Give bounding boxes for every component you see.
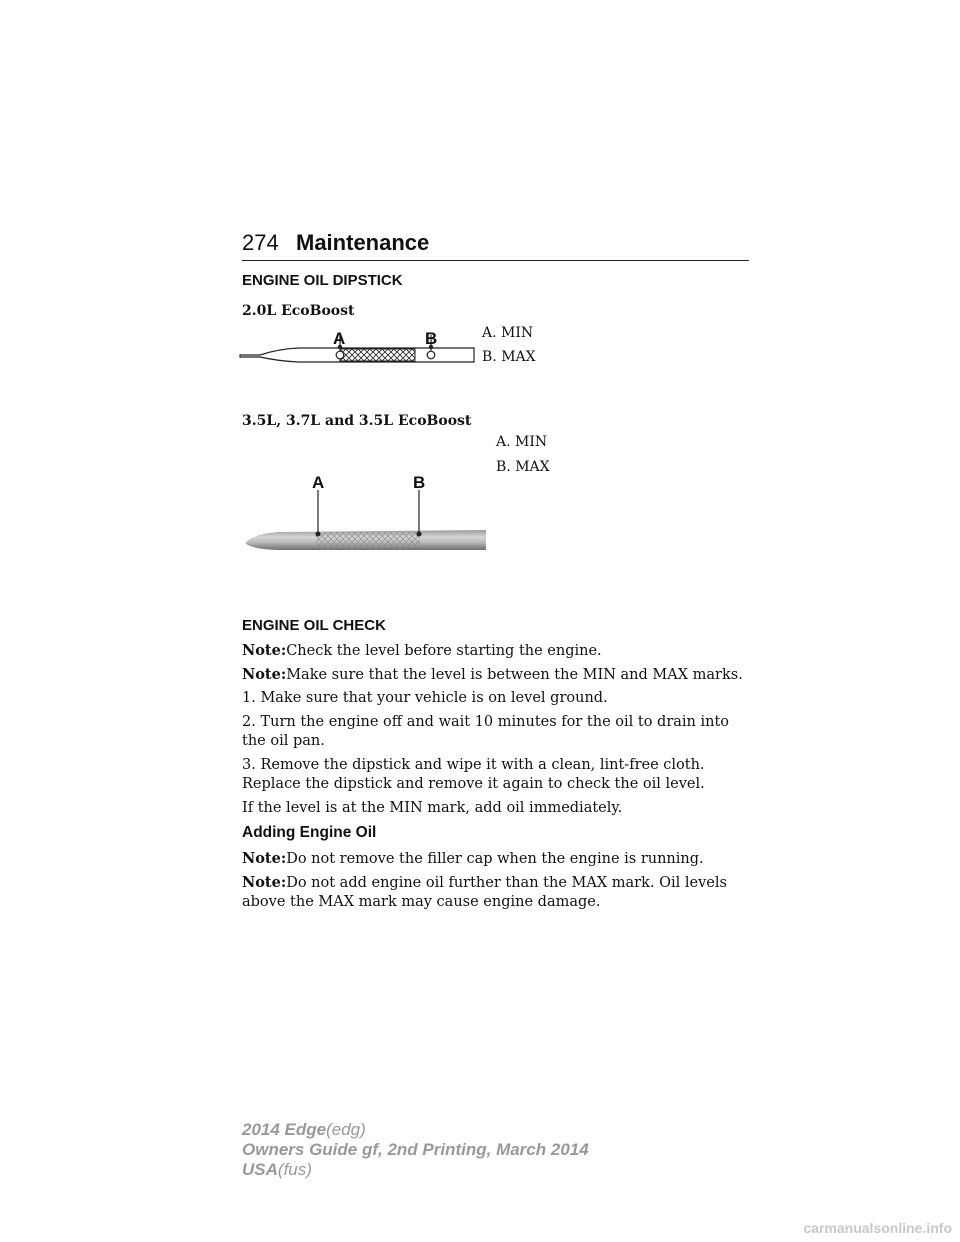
note-label: Note: <box>242 850 287 867</box>
note-label: Note: <box>242 642 287 659</box>
variant2-legend-min: A. MIN <box>496 434 548 450</box>
footer-market <box>242 1160 312 1180</box>
note-label: Note: <box>242 666 287 683</box>
note-text: Check the level before starting the engine. <box>286 643 602 659</box>
header-divider <box>242 260 749 261</box>
dipstick-3-5l-illustration <box>238 470 490 555</box>
section-title: Maintenance <box>296 230 430 255</box>
footer-model <box>242 1120 366 1140</box>
page-number: 274 <box>242 230 279 255</box>
watermark: carmanualsonline.info <box>803 1220 952 1236</box>
adding-note-2 <box>242 873 752 912</box>
variant1-legend-min: A. MIN <box>482 325 534 341</box>
variant2-title: 3.5L, 3.7L and 3.5L EcoBoost <box>242 413 472 429</box>
note-label: Note: <box>242 874 287 891</box>
variant2-legend-max: B. MAX <box>496 459 550 475</box>
variant2-callout-a: A <box>312 473 325 492</box>
footer-market-name: USA <box>242 1160 278 1179</box>
variant1-callout-b: B <box>425 329 438 348</box>
footer-model-name: 2014 Edge <box>242 1120 327 1139</box>
min-mark-instruction: If the level is at the MIN mark, add oil immediately. <box>242 800 623 816</box>
note-text: Do not add engine oil further than the MAX mark. Oil levels above the MAX mark may cause engine damage. <box>242 875 727 910</box>
footer-printing <box>242 1140 589 1160</box>
footer-printing-text: Owners Guide gf, 2nd Printing, March 2014 <box>242 1140 589 1159</box>
footer-model-code: (edg) <box>326 1120 366 1139</box>
variant1-legend-max: B. MAX <box>482 349 536 365</box>
step-2: 2. Turn the engine off and wait 10 minutes for the oil to drain into the oil pan. <box>242 714 730 749</box>
dipstick-heading: ENGINE OIL DIPSTICK <box>242 272 403 289</box>
note-text: Do not remove the filler cap when the engine is running. <box>286 851 704 867</box>
adding-note-1 <box>242 849 752 869</box>
step-1: 1. Make sure that your vehicle is on level ground. <box>242 690 608 706</box>
variant2-callout-b: B <box>413 473 426 492</box>
oil-check-note-1 <box>242 641 752 661</box>
variant1-callout-a: A <box>333 329 346 348</box>
adding-oil-heading: Adding Engine Oil <box>242 824 377 841</box>
dipstick-2-0l-illustration <box>238 325 478 395</box>
variant1-title: 2.0L EcoBoost <box>242 303 355 319</box>
oil-check-heading: ENGINE OIL CHECK <box>242 617 386 634</box>
step-3: 3. Remove the dipstick and wipe it with a clean, lint-free cloth. Replace the dipstick and remove it again to check the oil level. <box>242 757 705 792</box>
oil-check-note-2 <box>242 665 752 685</box>
note-text: Make sure that the level is between the MIN and MAX marks. <box>286 667 743 683</box>
footer-market-code: (fus) <box>277 1160 312 1179</box>
